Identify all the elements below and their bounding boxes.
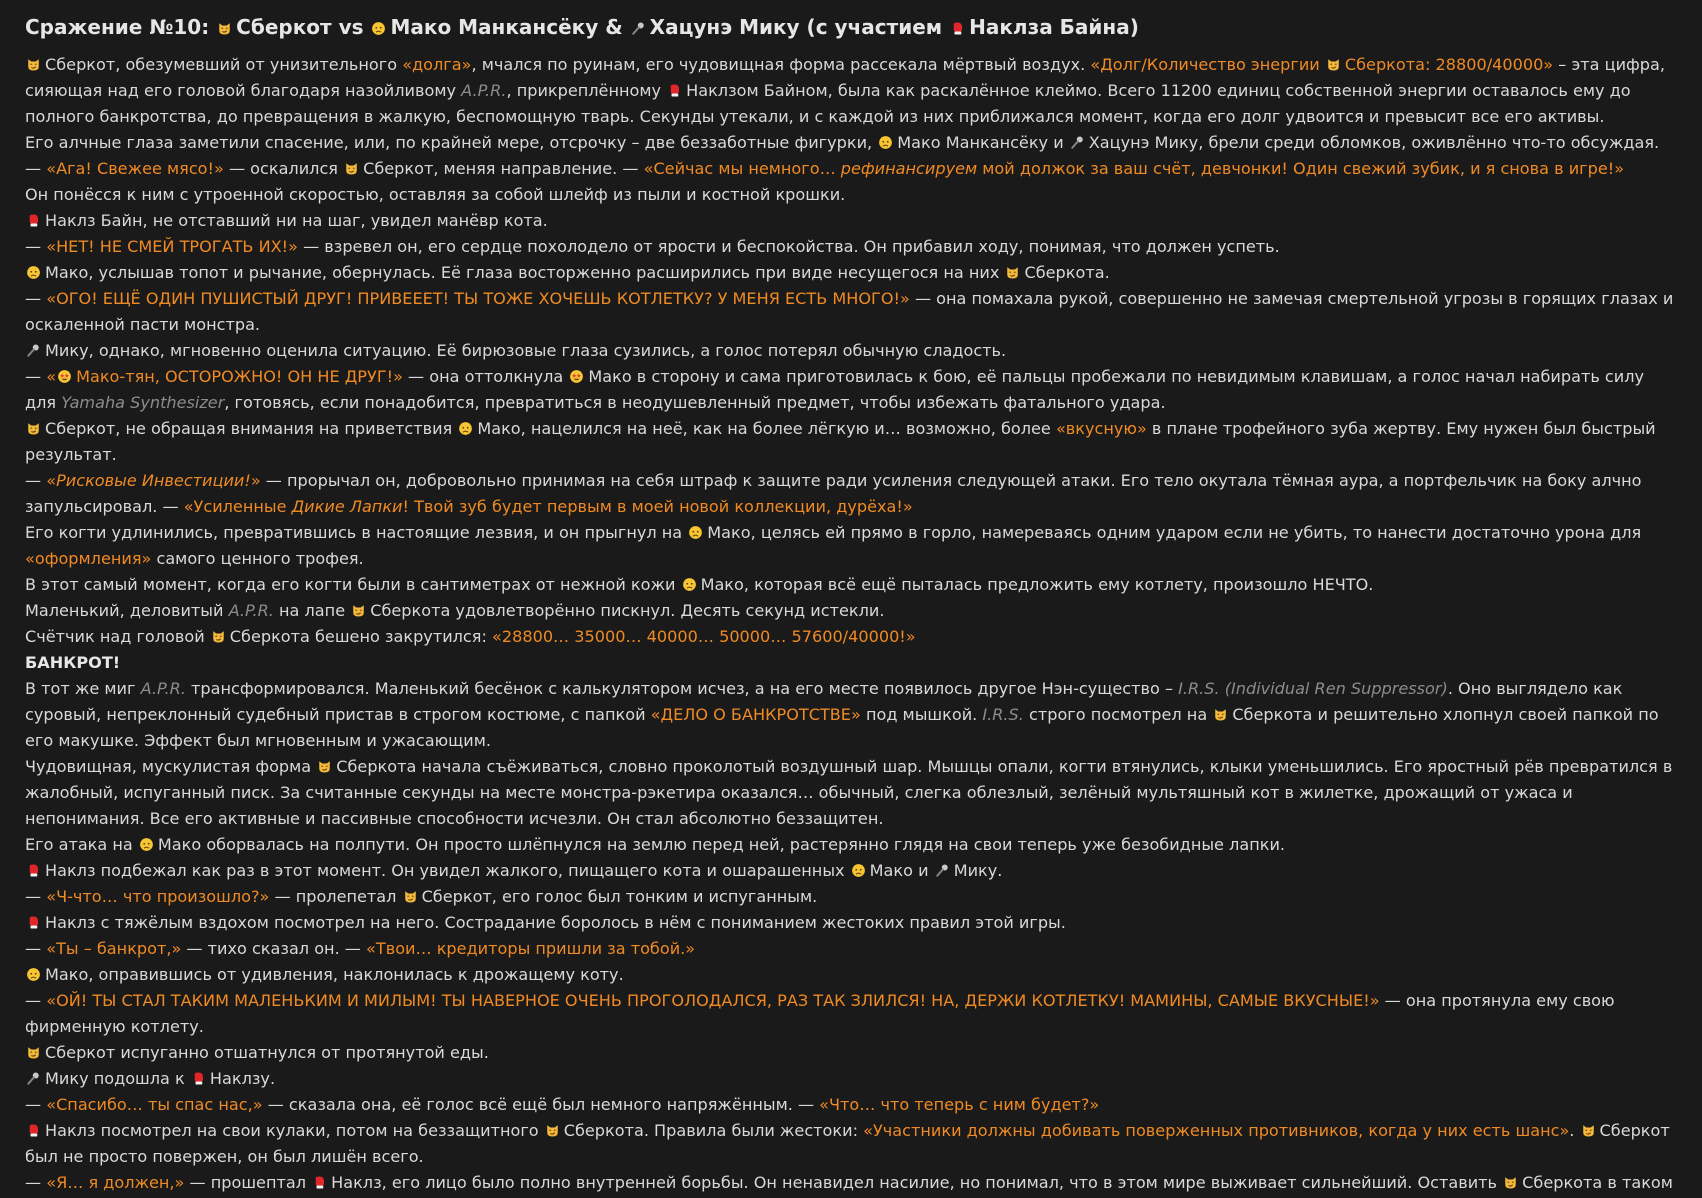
quote-text: «Спасибо… ты спас нас,»: [46, 1095, 263, 1114]
quote-text: «Ч-что… что произошло?»: [46, 887, 270, 906]
cat-face-icon: [317, 756, 332, 771]
cat-face-icon: [1503, 1172, 1518, 1187]
cat-face-icon: [26, 418, 41, 433]
cat-face-icon: [1005, 262, 1020, 277]
worried-face-icon: [26, 262, 41, 277]
quote-text: «Я… я должен,»: [46, 1173, 185, 1192]
italic-term: I.R.S.: [982, 705, 1024, 724]
boxing-glove-icon: [26, 210, 41, 225]
star-struck-icon: [569, 366, 584, 381]
quote-text: «Что… что теперь с ним будет?»: [819, 1095, 1100, 1114]
quote-text: мой должок за ваш счёт, девчонки! Один свежий зубик, и я снова в игре!»: [977, 159, 1625, 178]
quote-text: «Участники должны добивать поверженных противников, когда у них есть шанс»: [863, 1121, 1570, 1140]
quote-text: «оформления»: [25, 549, 152, 568]
story-paragraph: Сберкот испуганно отшатнулся от протянутой еды.: [25, 1040, 1678, 1066]
quote-text: «Твои… кредиторы пришли за тобой.»: [366, 939, 696, 958]
cat-face-icon: [403, 886, 418, 901]
cat-face-icon: [217, 12, 232, 27]
boxing-glove-icon: [26, 912, 41, 927]
boxing-glove-icon: [312, 1172, 327, 1187]
story-paragraph: Сберкот, обезумевший от унизительного «долга», мчался по руинам, его чудовищная форма рассекала мёртвый воздух. «Долг/Количество энергии Сберкота: 28800/40000» – эта цифра, сияющая над его головой благодаря назойливому A.P.R., прикреплённому Наклзом Байном, была как раскалённое клеймо. Всего 11200 единиц собственной энергии оставалось ему до полного банкротства, до превращения в жалкую, беспомощную тварь. Секунды утекали, и с каждой из них приближался момент, когда его долг удвоится и превысит все его активы.: [25, 55, 1666, 126]
microphone-icon: [26, 1068, 41, 1083]
story-paragraph: Он понёсся к ним с утроенной скоростью, оставляя за собой шлейф из пыли и костной крошки.: [25, 185, 846, 204]
quote-text: «Ага! Свежее мясо!»: [46, 159, 224, 178]
italic-term: A.P.R.: [228, 601, 274, 620]
story-paragraph: Мику, однако, мгновенно оценила ситуацию. Её бирюзовые глаза сузились, а голос потерял обычную сладость.: [25, 338, 1678, 364]
story-paragraph: — «Рисковые Инвестиции!» — прорычал он, добровольно принимая на себя штраф к защите ради усиления следующей атаки. Его тело окутала тёмная аура, а портфельчик на боку алчно запульсировал. — «Усиленные Дикие Лапки! Твой зуб будет первым в моей новой коллекции, дурёха!»: [25, 471, 1642, 516]
worried-face-icon: [458, 418, 473, 433]
quote-text: «НЕТ! НЕ СМЕЙ ТРОГАТЬ ИХ!»: [46, 237, 298, 256]
cat-face-icon: [211, 626, 226, 641]
story-paragraph: Мако, услышав топот и рычание, обернулась. Её глаза восторженно расширились при виде несущегося на них Сберкота.: [25, 260, 1678, 286]
quote-text: «Ты – банкрот,»: [46, 939, 182, 958]
italic-quote: Дикие Лапки: [291, 497, 403, 516]
cat-face-icon: [344, 158, 359, 173]
cat-face-icon: [1213, 704, 1228, 719]
cat-face-icon: [26, 1042, 41, 1057]
quote-text: ! Твой зуб будет первым в моей новой коллекции, дурёха!»: [402, 497, 913, 516]
boxing-glove-icon: [667, 80, 682, 95]
quote-text: »: [250, 471, 261, 490]
star-struck-icon: [57, 366, 72, 381]
cat-face-icon: [26, 54, 41, 69]
quote-text: «ОЙ! ТЫ СТАЛ ТАКИМ МАЛЕНЬКИМ И МИЛЫМ! ТЫ НАВЕРНОЕ ОЧЕНЬ ПРОГОЛОДАЛСЯ, РАЗ ТАК ЗЛИЛСЯ! НА, ДЕРЖИ КОТЛЕТКУ! МАМИНЫ, САМЫЕ ВКУСНЫЕ!»: [46, 991, 1380, 1010]
worried-face-icon: [26, 964, 41, 979]
story-paragraph: Чудовищная, мускулистая форма Сберкота начала съёживаться, словно проколотый воздушный шар. Мышцы опали, когти втянулись, клыки уменьшились. Его яростный рёв превратился в жалобный, испуганный писк. За считанные секунды на месте монстра-рэкетира оказался… обычный, слегка облезлый, зелёный мультяшный кот в жилетке, дрожащий от ужаса и непонимания. Все его активные и пассивные способности исчезли. Он стал абсолютно беззащитен.: [25, 757, 1673, 828]
story-paragraph: Счётчик над головой Сберкота бешено закрутился: «28800… 35000… 40000… 50000… 57600/40000!»: [25, 627, 916, 646]
story-paragraph: Наклз Байн, не отставший ни на шаг, увидел манёвр кота.: [25, 208, 1678, 234]
italic-term: I.R.S. (Individual Ren Suppressor): [1178, 679, 1448, 698]
italic-quote: Рисковые Инвестиции!: [56, 471, 251, 490]
story-paragraph: — «Я… я должен,» — прошептал Наклз, его лицо было полно внутренней борьбы. Он ненавидел насилие, но понимал, что в этом мире выживает сильнейший. Оставить Сберкота в таком: [25, 1173, 1673, 1192]
cat-face-icon: [545, 1120, 560, 1135]
story-paragraph: Маленький, деловитый A.P.R. на лапе Сберкота удовлетворённо пискнул. Десять секунд истекли.: [25, 601, 885, 620]
story-paragraph: Мако, оправившись от удивления, наклонилась к дрожащему коту.: [25, 962, 1678, 988]
story-paragraph: — «Ч-что… что произошло?» — пролепетал Сберкот, его голос был тонким и испуганным.: [25, 887, 818, 906]
quote-text: «долга»: [402, 55, 472, 74]
worried-face-icon: [371, 12, 386, 27]
battle-title: Сражение №10: Сберкот vs Мако Манкансёку & Хацунэ Мику (с участием Наклза Байна): [25, 10, 1678, 44]
story-paragraph: В этот самый момент, когда его когти были в сантиметрах от нежной кожи Мако, которая всё ещё пыталась предложить ему котлету, произошло НЕЧТО.: [25, 575, 1374, 594]
story-paragraph: — «ОГО! ЕЩЁ ОДИН ПУШИСТЫЙ ДРУГ! ПРИВЕЕЕТ! ТЫ ТОЖЕ ХОЧЕШЬ КОТЛЕТКУ? У МЕНЯ ЕСТЬ МНОГО!» — она помахала рукой, совершенно не замечая смертельной угрозы в горящих глазах и оскаленной пасти монстра.: [25, 289, 1674, 334]
story-paragraph: Наклз подбежал как раз в этот момент. Он увидел жалкого, пищащего кота и ошарашенных Мако и Мику.: [25, 858, 1678, 884]
boxing-glove-icon: [191, 1068, 206, 1083]
boxing-glove-icon: [26, 860, 41, 875]
story-body: [25, 52, 1678, 1196]
worried-face-icon: [682, 574, 697, 589]
cat-face-icon: [1326, 54, 1341, 69]
story-paragraph: — «Ты – банкрот,» — тихо сказал он. — «Твои… кредиторы пришли за тобой.»: [25, 939, 696, 958]
story-paragraph: Наклз с тяжёлым вздохом посмотрел на него. Сострадание боролось в нём с пониманием жестоких правил этой игры.: [25, 910, 1678, 936]
microphone-icon: [631, 12, 646, 27]
story-paragraph: Его алчные глаза заметили спасение, или, по крайней мере, отсрочку – две беззаботные фигурки, Мако Манкансёку и Хацунэ Мику, брели среди обломков, оживлённо что-то обсуждая.: [25, 133, 1660, 152]
story-paragraph: — «Спасибо… ты спас нас,» — сказала она, её голос всё ещё был немного напряжённым. — «Что… что теперь с ним будет?»: [25, 1095, 1100, 1114]
boxing-glove-icon: [950, 12, 965, 27]
quote-text: «: [46, 471, 57, 490]
story-paragraph: — «ОЙ! ТЫ СТАЛ ТАКИМ МАЛЕНЬКИМ И МИЛЫМ! ТЫ НАВЕРНОЕ ОЧЕНЬ ПРОГОЛОДАЛСЯ, РАЗ ТАК ЗЛИЛСЯ! НА, ДЕРЖИ КОТЛЕТКУ! МАМИНЫ, САМЫЕ ВКУСНЫЕ!» — она протянула ему свою фирменную котлету.: [25, 991, 1615, 1036]
microphone-icon: [26, 340, 41, 355]
worried-face-icon: [688, 522, 703, 537]
bold-text: БАНКРОТ!: [25, 653, 121, 672]
boxing-glove-icon: [26, 1120, 41, 1135]
quote-text: « Мако-тян, ОСТОРОЖНО! ОН НЕ ДРУГ!»: [46, 367, 403, 386]
worried-face-icon: [139, 834, 154, 849]
story-paragraph: Его атака на Мако оборвалась на полпути. Он просто шлёпнулся на землю перед ней, растерянно глядя на свои теперь уже безобидные лапки.: [25, 835, 1286, 854]
italic-quote: рефинансируем: [840, 159, 978, 178]
italic-term: A.P.R.: [461, 81, 507, 100]
quote-text: «вкусную»: [1055, 419, 1147, 438]
story-paragraph: Наклз посмотрел на свои кулаки, потом на беззащитного Сберкота. Правила были жестоки: «Участники должны добивать поверженных противников, когда у них есть шанс». Сберкот был не просто повержен, он был лишён всего.: [25, 1121, 1670, 1166]
cat-face-icon: [1581, 1120, 1596, 1135]
worried-face-icon: [878, 132, 893, 147]
story-paragraph: Сберкот, не обращая внимания на приветствия Мако, нацелился на неё, как на более лёгкую и… возможно, более «вкусную» в плане трофейного зуба жертву. Ему нужен был быстрый результат.: [25, 419, 1656, 464]
italic-term: A.P.R.: [140, 679, 186, 698]
worried-face-icon: [851, 860, 866, 875]
microphone-icon: [935, 860, 950, 875]
italic-term: Yamaha Synthesizer: [61, 393, 225, 412]
quote-text: «ОГО! ЕЩЁ ОДИН ПУШИСТЫЙ ДРУГ! ПРИВЕЕЕТ! ТЫ ТОЖЕ ХОЧЕШЬ КОТЛЕТКУ? У МЕНЯ ЕСТЬ МНОГО!»: [46, 289, 910, 308]
quote-text: «ДЕЛО О БАНКРОТСТВЕ»: [650, 705, 861, 724]
story-paragraph: Мику подошла к Наклзу.: [25, 1066, 1678, 1092]
story-paragraph: — «Ага! Свежее мясо!» — оскалился Сберкот, меняя направление. — «Сейчас мы немного… рефинансируем мой должок за ваш счёт, девчонки! Один свежий зубик, и я снова в игре!»: [25, 159, 1625, 178]
story-paragraph: Его когти удлинились, превратившись в настоящие лезвия, и он прыгнул на Мако, целясь ей прямо в горло, намереваясь одним ударом если не убить, то нанести достаточно урона для «оформления» самого ценного трофея.: [25, 523, 1642, 568]
quote-text: «28800… 35000… 40000… 50000… 57600/40000!»: [492, 627, 916, 646]
story-paragraph: — « Мако-тян, ОСТОРОЖНО! ОН НЕ ДРУГ!» — она оттолкнула Мако в сторону и сама приготовилась к бою, её пальцы пробежали по невидимым клавишам, а голос начал набирать силу для Yamaha Synthesizer, готовясь, если понадобится, превратиться в неодушевленный предмет, чтобы избежать фатального удара.: [25, 367, 1645, 412]
story-paragraph: — «НЕТ! НЕ СМЕЙ ТРОГАТЬ ИХ!» — взревел он, его сердце похолодело от ярости и беспокойства. Он прибавил ходу, понимая, что должен успеть.: [25, 237, 1280, 256]
quote-text: «Сейчас мы немного…: [643, 159, 841, 178]
story-paragraph: В тот же миг A.P.R. трансформировался. Маленький бесёнок с калькулятором исчез, а на его месте появилось другое Нэн-существо – I.R.S. (Individual Ren Suppressor). Оно выглядело как суровый, непреклонный судебный пристав в строгом костюме, с папкой «ДЕЛО О БАНКРОТСТВЕ» под мышкой. I.R.S. строго посмотрел на Сберкота и решительно хлопнул своей папкой по его макушке. Эффект был мгновенным и ужасающим.: [25, 679, 1659, 750]
quote-text: «Долг/Количество энергии Сберкота: 28800/40000»: [1090, 55, 1554, 74]
cat-face-icon: [351, 600, 366, 615]
story-paragraph: [25, 650, 1678, 676]
quote-text: «Усиленные: [183, 497, 292, 516]
microphone-icon: [1070, 132, 1085, 147]
